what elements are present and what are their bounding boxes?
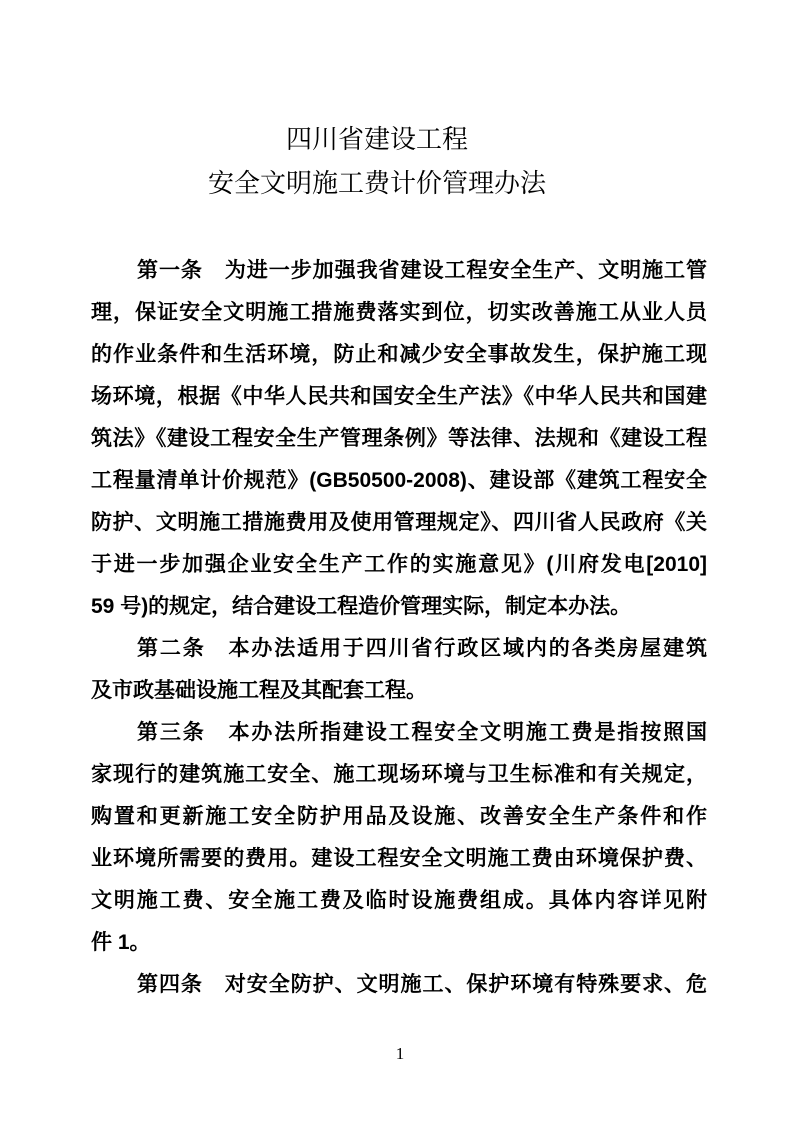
text-line: 业环境所需要的费用。建设工程安全文明施工费由环境保护费、 [91,847,707,870]
document-title [0,0,800,206]
text-line: 于进一步加强企业安全生产工作的实施意见》(川府发电[2010] [91,553,707,576]
text-line: 筑法》《建设工程安全生产管理条例》等法律、法规和《建设工程 [91,427,707,450]
page-number: 1 [395,1044,405,1063]
text-line: 场环境，根据《中华人民共和国安全生产法》《中华人民共和国建 [91,385,707,408]
text-line: 第三条 本办法所指建设工程安全文明施工费是指按照国 [137,721,707,744]
paragraph-article-2 [91,628,707,712]
document-body [91,250,707,1006]
text-line: 的作业条件和生活环境，防止和减少安全事故发生，保护施工现 [91,343,707,366]
text-line: 第二条 本办法适用于四川省行政区域内的各类房屋建筑 [137,637,707,660]
text-line: 件 1。 [91,931,151,954]
text-line: 及市政基础设施工程及其配套工程。 [91,679,427,702]
text-line: 理，保证安全文明施工措施费落实到位，切实改善施工从业人员 [91,301,707,324]
text-line: 第一条 为进一步加强我省建设工程安全生产、文明施工管 [137,259,707,282]
page-footer [0,1044,800,1064]
text-line: 防护、文明施工措施费用及使用管理规定》、四川省人民政府《关 [91,511,707,534]
paragraph-article-3 [91,712,707,964]
text-line: 家现行的建筑施工安全、施工现场环境与卫生标准和有关规定， [91,763,707,786]
text-line: 文明施工费、安全施工费及临时设施费组成。具体内容详见附 [91,889,707,912]
paragraph-article-4 [91,964,707,1006]
text-line: 工程量清单计价规范》(GB50500-2008)、建设部《建筑工程安全 [91,469,707,492]
text-line: 59 号)的规定，结合建设工程造价管理实际，制定本办法。 [91,595,632,618]
text-line: 第四条 对安全防护、文明施工、保护环境有特殊要求、危 [137,973,707,996]
paragraph-article-1 [91,250,707,628]
text-line: 购置和更新施工安全防护用品及设施、改善安全生产条件和作 [91,805,707,828]
title-line-2: 安全文明施工费计价管理办法 [207,169,546,198]
title-line-1: 四川省建设工程 [285,125,468,154]
